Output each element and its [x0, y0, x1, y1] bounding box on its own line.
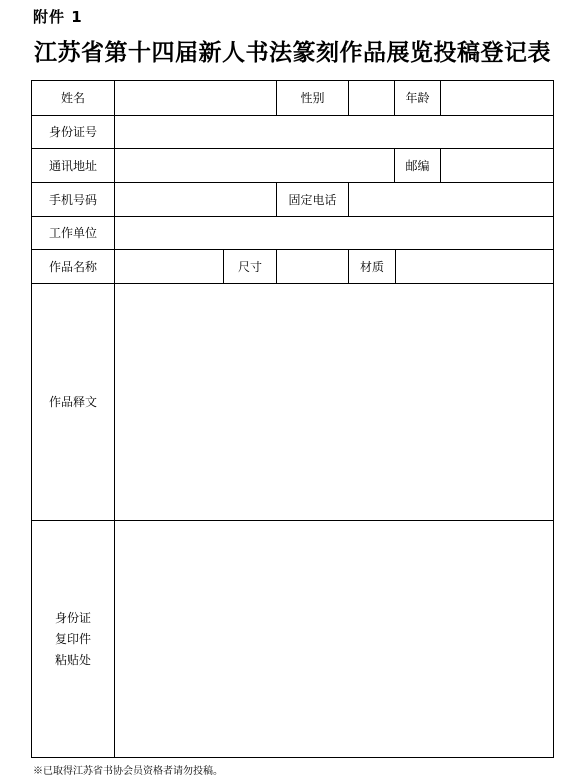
material-field[interactable]	[396, 250, 553, 283]
address-field[interactable]	[115, 149, 394, 182]
landline-field[interactable]	[349, 183, 553, 216]
attachment-label: 附件 1	[33, 8, 83, 26]
gender-label: 性别	[300, 91, 325, 105]
work-title-label: 作品名称	[48, 259, 97, 274]
age-field[interactable]	[441, 81, 553, 115]
registration-form	[31, 80, 554, 758]
footnote: ※已取得江苏省书协会员资格者请勿投稿。	[33, 766, 223, 777]
material-label: 材质	[359, 259, 384, 274]
mobile-field[interactable]	[115, 183, 276, 216]
transcription-field[interactable]	[115, 284, 553, 520]
gender-field[interactable]	[349, 81, 394, 115]
mobile-label: 手机号码	[48, 192, 97, 207]
address-label: 通讯地址	[48, 158, 97, 173]
name-field[interactable]	[115, 81, 276, 115]
name-label: 姓名	[60, 91, 85, 105]
postcode-field[interactable]	[441, 149, 553, 182]
form-title: 江苏省第十四届新人书法篆刻作品展览投稿登记表	[34, 39, 551, 66]
size-field[interactable]	[277, 250, 348, 283]
id-copy-label: 身份证 复印件 粘贴处	[54, 610, 91, 667]
workplace-label: 工作单位	[48, 226, 97, 240]
work-title-field[interactable]	[115, 250, 223, 283]
postcode-label: 邮编	[405, 158, 430, 173]
size-label: 尺寸	[237, 259, 262, 274]
landline-label: 固定电话	[288, 192, 337, 207]
id-number-label: 身份证号	[48, 125, 97, 139]
id-copy-paste-area	[115, 521, 553, 757]
workplace-field[interactable]	[115, 217, 553, 249]
id-number-field[interactable]	[115, 116, 553, 148]
transcription-label: 作品释文	[48, 395, 97, 409]
age-label: 年龄	[405, 91, 430, 105]
